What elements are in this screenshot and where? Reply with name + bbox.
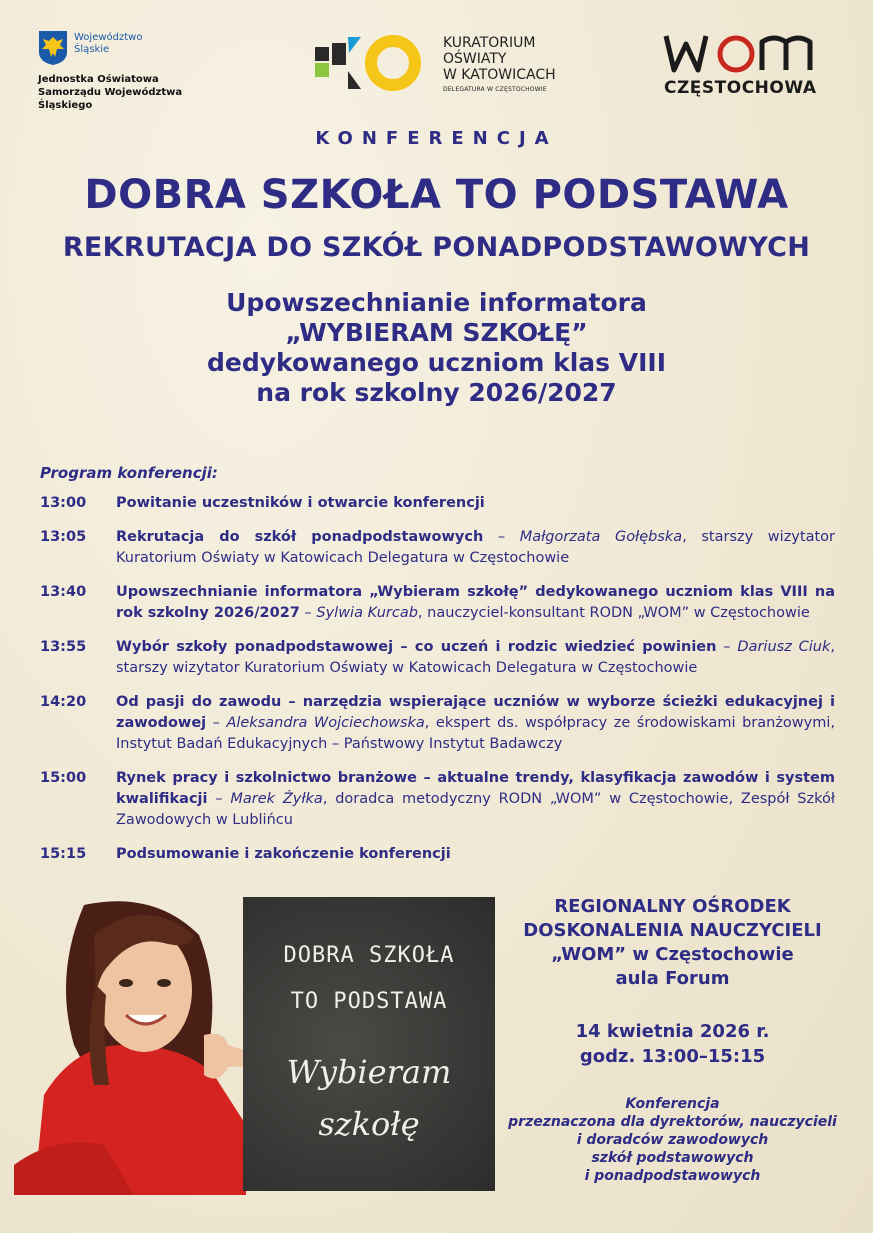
- program-speaker: Małgorzata Gołębska: [519, 529, 683, 545]
- program-speaker: Aleksandra Wojciechowska: [226, 715, 425, 731]
- program-item: 14:20 Od pasji do zawodu – narzędzia wspierające uczniów w wyborze ścieżki edukacyjnej i zawodowej – Aleksandra Wojciechowska, ekspert ds. współpracy ze środowiskami branżowymi, Instytut Badań Edukacyjnych – Państwowy Instytut Badawczy: [40, 692, 835, 755]
- program-time: 13:00: [40, 495, 87, 511]
- program-title: Wybór szkoły ponadpodstawowej – co uczeń i rodzic wiedzieć powinien: [116, 639, 717, 655]
- promo-line: „WYBIERAM SZKOŁĘ”: [285, 318, 588, 347]
- chalkboard: [243, 897, 495, 1191]
- wom-logo: [662, 30, 837, 100]
- board-line: szkołę: [318, 1105, 420, 1143]
- audience-note: Konferencja przeznaczona dla dyrektorów, nauczycieli i doradców zawodowych szkół podstawowych i ponadpodstawowych: [508, 1096, 837, 1184]
- program-speaker-role: , doradca metodyczny RODN „WOM” w Częstochowie, Zespół Szkół Zawodowych w Lublińcu: [116, 791, 835, 828]
- program-speaker: Sylwia Kurcab: [316, 605, 418, 621]
- program-time: 13:05: [40, 529, 87, 545]
- program-heading: Program konferencji:: [40, 464, 218, 482]
- board-line: DOBRA SZKOŁA: [283, 943, 455, 968]
- program-item: 15:00 Rynek pracy i szkolnictwo branżowe – aktualne trendy, klasyfikacja zawodów i system kwalifikacji – Marek Żyłka, doradca metodyczny RODN „WOM” w Częstochowie, Zespół Szkół Zawodowych w Lublińcu: [40, 768, 835, 831]
- page-title: DOBRA SZKOŁA TO PODSTAWA: [84, 172, 789, 218]
- program-time: 15:15: [40, 846, 87, 862]
- program-title: Powitanie uczestników i otwarcie konferencji: [116, 495, 485, 511]
- program-item: 13:40 Upowszechnianie informatora „Wybieram szkołę” dedykowanego uczniom klas VIII na rok szkolny 2026/2027 – Sylwia Kurcab, nauczyciel-konsultant RODN „WOM” w Częstochowie: [40, 582, 835, 624]
- kicker: KONFERENCJA: [315, 128, 558, 149]
- program-item: [40, 844, 835, 865]
- promo-line: dedykowanego uczniom klas VIII: [206, 348, 667, 377]
- promo-block: [0, 288, 873, 408]
- program-speaker-role: , starszy wizytator Kuratorium Oświaty w Katowicach Delegatura w Częstochowie: [116, 639, 835, 676]
- kuratorium-logo: [315, 33, 565, 103]
- kuratorium-delegatura: DELEGATURA W CZĘSTOCHOWIE: [443, 86, 547, 93]
- page-subtitle: REKRUTACJA DO SZKÓŁ PONADPODSTAWOWYCH: [62, 232, 811, 263]
- student-girl-illustration: [14, 895, 246, 1195]
- venue: REGIONALNY OŚRODEK DOSKONALENIA NAUCZYCIELI „WOM” w Częstochowie aula Forum: [523, 896, 822, 989]
- program-speaker-role: , starszy wizytator Kuratorium Oświaty w Katowicach Delegatura w Częstochowie: [116, 529, 835, 566]
- program-list: [40, 493, 835, 878]
- program-item: 13:55 Wybór szkoły ponadpodstawowej – co uczeń i rodzic wiedzieć powinien – Dariusz Ciuk, starszy wizytator Kuratorium Oświaty w Katowicach Delegatura w Częstochowie: [40, 637, 835, 679]
- board-line: TO PODSTAWA: [290, 989, 448, 1014]
- program-title: Rekrutacja do szkół ponadpodstawowych: [116, 529, 484, 545]
- program-time: 13:40: [40, 584, 87, 600]
- program-item: 13:05 Rekrutacja do szkół ponadpodstawowych – Małgorzata Gołębska, starszy wizytator Kuratorium Oświaty w Katowicach Delegatura w Częstochowie: [40, 527, 835, 569]
- program-time: 14:20: [40, 694, 87, 710]
- program-title: Od pasji do zawodu – narzędzia wspierające uczniów w wyborze ścieżki edukacyjnej i zawodowej: [116, 694, 835, 731]
- slaskie-unit: Jednostka Oświatowa Samorządu Województwa Śląskiego: [38, 74, 183, 111]
- program-time: 13:55: [40, 639, 87, 655]
- ko-logo-icon: [315, 33, 435, 95]
- wom-wordmark-icon: [662, 30, 834, 76]
- program-title: Rynek pracy i szkolnictwo branżowe – aktualne trendy, klasyfikacja zawodów i system kwalifikacji: [116, 770, 835, 807]
- program-item: [40, 493, 835, 514]
- venue-info: [500, 895, 845, 1185]
- promo-line: Upowszechnianie informatora: [226, 288, 647, 317]
- slaskie-logo: [38, 30, 238, 111]
- board-line: Wybieram: [286, 1053, 452, 1091]
- promo-line: na rok szkolny 2026/2027: [256, 378, 617, 407]
- slaskie-name: Województwo Śląskie: [74, 32, 143, 55]
- program-speaker-role: , ekspert ds. współpracy ze środowiskami branżowymi, Instytut Badań Edukacyjnych – Państwowy Instytut Badawczy: [116, 715, 836, 752]
- eagle-crest-icon: [38, 30, 68, 66]
- wom-city: CZĘSTOCHOWA: [664, 78, 817, 98]
- program-title: Podsumowanie i zakończenie konferencji: [116, 846, 451, 862]
- program-time: 15:00: [40, 770, 87, 786]
- program-speaker: Marek Żyłka: [230, 791, 323, 807]
- program-speaker: Dariusz Ciuk: [737, 639, 831, 655]
- kuratorium-name: KURATORIUM OŚWIATY W KATOWICACH: [443, 35, 556, 83]
- program-speaker-role: , nauczyciel-konsultant RODN „WOM” w Częstochowie: [417, 605, 810, 621]
- program-title: Upowszechnianie informatora „Wybieram szkołę” dedykowanego uczniom klas VIII na rok szkolny 2026/2027: [116, 584, 835, 621]
- event-date: 14 kwietnia 2026 r. godz. 13:00–15:15: [575, 1021, 770, 1067]
